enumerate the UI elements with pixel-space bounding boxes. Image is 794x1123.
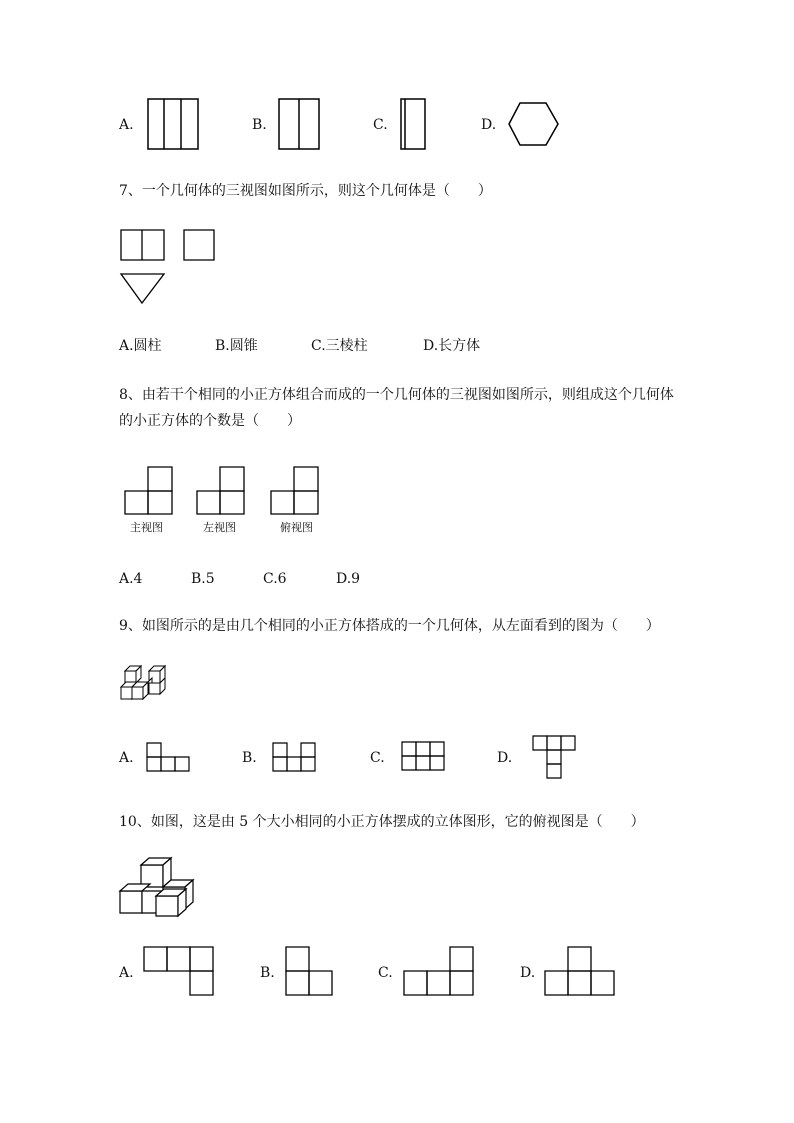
q6-option-a-label: A. — [119, 117, 134, 133]
q9-cube-stack-figure — [120, 663, 170, 701]
q8-question-line1: 8、由若干个相同的小正方体组合而成的一个几何体的三视图如图所示，则组成这个几何体 — [119, 387, 674, 403]
q8-front-view — [124, 466, 174, 516]
q10-option-d-figure — [544, 946, 616, 997]
q9-option-b-label: B. — [242, 750, 257, 766]
q9-question: 9、如图所示的是由几个相同的小正方体搭成的一个几何体，从左面看到的图为（ ） — [119, 618, 660, 634]
q8-option-a: A.4 — [119, 571, 143, 587]
q8-option-c: C.6 — [263, 571, 287, 587]
q10-option-b-label: B. — [260, 965, 275, 981]
q10-option-d-label: D. — [520, 965, 536, 981]
q9-option-a-figure — [146, 742, 192, 773]
q7-option-a: A.圆柱 — [119, 338, 162, 354]
q10-option-a-label: A. — [119, 965, 134, 981]
q7-option-c: C.三棱柱 — [311, 338, 368, 354]
q9-option-b-figure — [272, 742, 318, 773]
q10-option-b-figure — [285, 946, 333, 997]
q8-option-b: B.5 — [191, 571, 215, 587]
q6-option-b-label: B. — [252, 117, 267, 133]
q9-option-c-label: C. — [370, 750, 385, 766]
q8-option-d: D.9 — [336, 571, 361, 587]
q9-option-c-figure — [401, 741, 447, 772]
q7-question: 7、一个几何体的三视图如图所示，则这个几何体是（ ） — [119, 183, 492, 199]
q8-caption-left: 左视图 — [203, 521, 236, 534]
q9-option-a-label: A. — [119, 750, 134, 766]
q7-option-b: B.圆锥 — [215, 338, 258, 354]
q6-option-d-label: D. — [481, 117, 497, 133]
q7-top-view-triangle — [120, 273, 166, 305]
q7-front-view — [120, 229, 166, 261]
q10-cube-stack-figure — [119, 857, 195, 917]
q8-question-line2: 的小正方体的个数是（ ） — [119, 413, 301, 429]
q7-option-d: D.长方体 — [423, 338, 481, 354]
q6-option-b-figure — [278, 98, 321, 151]
q9-option-d-label: D. — [497, 750, 513, 766]
q9-option-d-figure — [532, 735, 580, 782]
q8-caption-front: 主视图 — [130, 521, 163, 534]
q6-option-c-label: C. — [373, 117, 388, 133]
q6-option-a-figure — [147, 98, 200, 151]
q8-left-view — [196, 466, 246, 516]
q7-side-view — [183, 229, 216, 261]
q8-top-view — [270, 466, 320, 516]
q6-option-c-figure — [400, 98, 428, 151]
q6-option-d-hexagon — [508, 102, 560, 147]
q10-option-c-figure — [403, 946, 475, 997]
q10-option-a-figure — [143, 946, 215, 997]
q8-caption-top: 俯视图 — [280, 521, 313, 534]
q10-question: 10、如图，这是由 5 个大小相同的小正方体摆成的立体图形，它的俯视图是（ ） — [119, 814, 645, 830]
q10-option-c-label: C. — [378, 965, 393, 981]
